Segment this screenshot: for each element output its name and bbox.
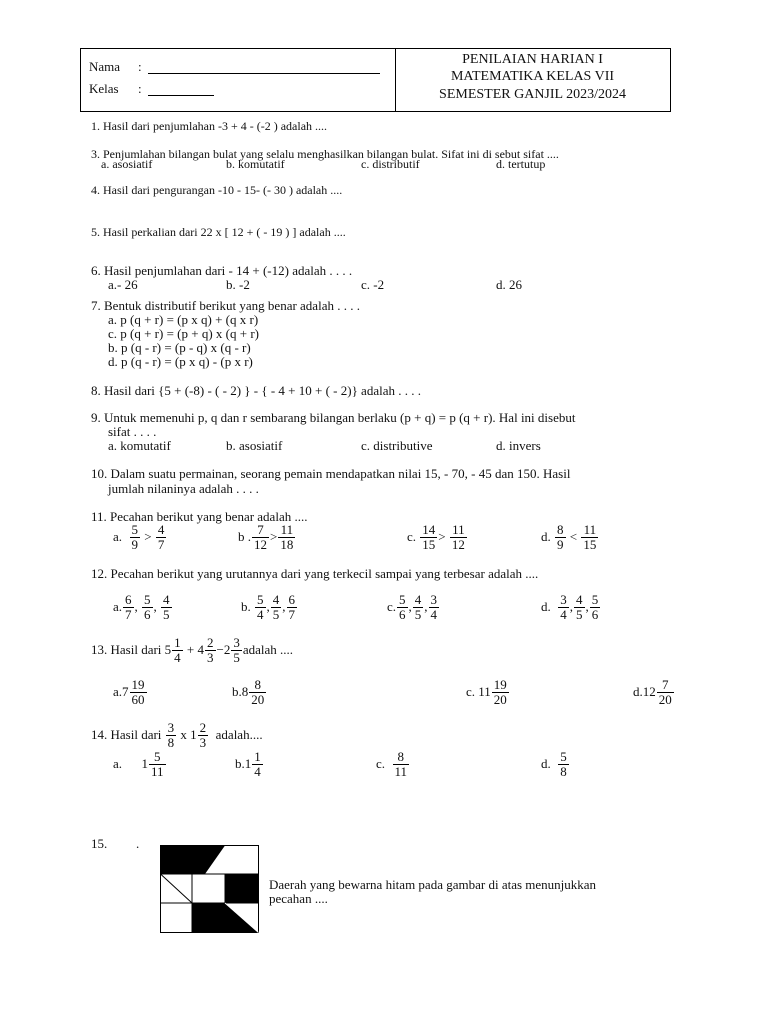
question-7: 7. Bentuk distributif berikut yang benar adalah . . . . <box>91 298 360 313</box>
fraction: $\frac{4}{5}$ <box>414 592 422 622</box>
q3-option-d: d. tertutup <box>496 157 546 171</box>
question-4: 4. Hasil dari pengurangan -10 - 15- (- 30 ) adalah .... <box>91 183 343 197</box>
q13-option-b: b.8 $\frac{8}{20}$ <box>232 677 265 707</box>
question-14: 14. Hasil dari $\frac{3}{8}$ x 1 $\frac{2}{3}$ adalah.... <box>91 720 263 750</box>
comparison-sign: > <box>438 529 446 544</box>
nama-label: Nama <box>89 59 121 74</box>
q14-option-a: a. 1 $\frac{5}{11}$ <box>113 749 164 779</box>
question-5: 5. Hasil perkalian dari 22 x [ 12 + ( - 19 ) ] adalah .... <box>91 225 346 239</box>
nama-colon: : <box>138 59 142 74</box>
q12-option-a: a. $\frac{6}{7}$ , $\frac{5}{6}$ , $\frac{4}{5}$ <box>113 592 170 622</box>
question-15-dot: . <box>136 836 140 851</box>
comparison-sign: < <box>569 529 578 544</box>
option-label: c. <box>407 529 417 544</box>
fraction: $\frac{4}{5}$ <box>576 592 583 622</box>
fraction: $\frac{7}{20}$ <box>658 677 672 707</box>
question-8: 8. Hasil dari {5 + (-8) - ( - 2) } - { - 4 + 10 + ( - 2)} adalah . . . . <box>91 383 421 398</box>
q9-option-c: c. distributive <box>361 438 433 453</box>
fraction: $\frac{1}{4}$ <box>254 749 261 779</box>
fraction: $\frac{4}{5}$ <box>272 592 280 622</box>
fraction: $\frac{3}{8}$ <box>167 720 175 750</box>
question-1: 1. Hasil dari penjumlahan -3 + 4 - (-2 ) adalah .... <box>91 119 328 133</box>
q12-option-b: b. $\frac{5}{4}$ , $\frac{4}{5}$ , $\frac{6}{7}$ <box>241 592 295 622</box>
q6-option-b: b. -2 <box>226 277 250 292</box>
q11-option-d <box>541 523 599 551</box>
q12-option-c: c. $\frac{5}{6}$ , $\frac{4}{5}$ , $\frac{3}{4}$ <box>387 592 438 622</box>
q13-option-d: d.12 $\frac{7}{20}$ <box>633 677 672 707</box>
question-15-line-2: pecahan .... <box>269 891 328 906</box>
fraction: $\frac{11}{18}$ <box>280 522 294 552</box>
q3-option-c: c. distributif <box>361 157 420 171</box>
comparison-sign: > <box>270 529 278 544</box>
question-6: 6. Hasil penjumlahan dari - 14 + (-12) adalah . . . . <box>91 263 353 278</box>
option-label: c. <box>387 599 397 614</box>
fraction: $\frac{8}{20}$ <box>251 677 265 707</box>
fraction: $\frac{8}{9}$ <box>557 522 564 552</box>
q14-option-c: c. $\frac{8}{11}$ <box>376 749 408 779</box>
kelas-field[interactable] <box>148 95 214 96</box>
fraction: $\frac{5}{6}$ <box>591 592 599 622</box>
fraction: $\frac{14}{15}$ <box>422 522 436 552</box>
fraction: $\frac{6}{7}$ <box>125 592 132 622</box>
fraction: $\frac{5}{11}$ <box>151 749 164 779</box>
fraction: $\frac{1}{4}$ <box>174 635 181 665</box>
option-label: b . <box>238 529 251 544</box>
q7-option-a: a. p (q + r) = (p x q) + (q x r) <box>108 312 259 327</box>
fraction: $\frac{3}{5}$ <box>233 635 240 665</box>
option-label: d. <box>541 599 551 614</box>
fraction: $\frac{19}{60}$ <box>131 677 145 707</box>
fraction: $\frac{4}{5}$ <box>163 592 170 622</box>
fraction: $\frac{3}{4}$ <box>430 592 438 622</box>
fraction: $\frac{6}{7}$ <box>288 592 295 622</box>
q6-option-c: c. -2 <box>361 277 385 292</box>
fraction-figure <box>160 845 259 933</box>
fraction: $\frac{5}{4}$ <box>257 592 264 622</box>
q6-option-a: a.- 26 <box>108 277 138 292</box>
question-9-line-2: sifat . . . . <box>108 424 157 439</box>
q9-option-a: a. komutatif <box>108 438 171 453</box>
option-label: b. <box>241 599 251 614</box>
question-10-line-1: 10. Dalam suatu permainan, seorang pemain mendapatkan nilai 15, - 70, - 45 dan 150. Hasil <box>91 466 571 481</box>
title-line-1: PENILAIAN HARIAN I <box>462 52 603 67</box>
q13-option-c: c. 11 $\frac{19}{20}$ <box>466 677 507 707</box>
fraction: $\frac{11}{12}$ <box>451 522 465 552</box>
fraction: $\frac{5}{6}$ <box>399 592 406 622</box>
q3-option-b: b. komutatif <box>226 157 285 171</box>
q14-option-d: d. $\frac{5}{8}$ <box>541 749 567 779</box>
fraction: $\frac{11}{15}$ <box>583 522 597 552</box>
question-10-line-2: jumlah nilaninya adalah . . . . <box>108 481 259 496</box>
q7-option-b: b. p (q - r) = (p - q) x (q - r) <box>108 340 251 355</box>
q9-option-b: b. asosiatif <box>226 438 283 453</box>
question-13: 13. Hasil dari 5 $\frac{1}{4}$ + 4 $\frac{2}{3}$ −2 $\frac{3}{5}$ adalah .... <box>91 635 294 665</box>
title-line-3: SEMESTER GANJIL 2023/2024 <box>439 87 626 102</box>
fraction: $\frac{5}{6}$ <box>144 592 151 622</box>
fraction: $\frac{2}{3}$ <box>207 635 214 665</box>
q11-option-a <box>113 523 167 551</box>
question-9-line-1: 9. Untuk memenuhi p, q dan r sembarang bilangan berlaku (p + q) = p (q + r). Hal ini disebut <box>91 410 576 425</box>
q13-option-a: a.7 $\frac{19}{60}$ <box>113 677 145 707</box>
fraction: $\frac{2}{3}$ <box>199 720 207 750</box>
fraction: $\frac{4}{7}$ <box>157 522 165 552</box>
q6-option-d: d. 26 <box>496 277 522 292</box>
kelas-label: Kelas <box>89 81 119 96</box>
q3-option-a: a. asosiatif <box>101 157 153 171</box>
kelas-colon: : <box>138 81 142 96</box>
question-3: 3. Penjumlahan bilangan bulat yang selalu menghasilkan bilangan bulat. Sifat ini di sebut sifat .... <box>91 147 559 161</box>
option-label: d. <box>541 529 551 544</box>
comparison-sign: > <box>144 529 152 544</box>
q9-option-d: d. invers <box>496 438 541 453</box>
option-label: a. <box>113 529 123 544</box>
q12-option-d: d. $\frac{3}{4}$ , $\frac{4}{5}$ , $\frac{5}{6}$ <box>541 592 599 622</box>
question-11: 11. Pecahan berikut yang benar adalah .... <box>91 509 308 524</box>
q11-option-b <box>238 523 296 551</box>
fraction: $\frac{8}{11}$ <box>394 749 408 779</box>
q11-option-c <box>407 523 468 551</box>
black-region-right <box>225 874 259 903</box>
question-12: 12. Pecahan berikut yang urutannya dari yang terkecil sampai yang terbesar adalah .... <box>91 566 539 581</box>
q7-option-d: d. p (q - r) = (p x q) - (p x r) <box>108 354 253 369</box>
fraction: $\frac{5}{8}$ <box>560 749 567 779</box>
nama-field[interactable] <box>148 73 380 74</box>
q14-option-b: b.1 $\frac{1}{4}$ <box>235 749 261 779</box>
fraction: $\frac{19}{20}$ <box>493 677 507 707</box>
question-15-number: 15. <box>91 836 108 851</box>
title-line-2: MATEMATIKA KELAS VII <box>450 69 615 84</box>
q7-option-c: c. p (q + r) = (p + q) x (q + r) <box>108 326 259 341</box>
question-15-line-1: Daerah yang bewarna hitam pada gambar di atas menunjukkan <box>269 877 597 892</box>
fraction: $\frac{7}{12}$ <box>254 522 267 552</box>
fraction: $\frac{5}{9}$ <box>131 522 139 552</box>
fraction: $\frac{3}{4}$ <box>560 592 567 622</box>
option-label: a. <box>113 599 123 614</box>
